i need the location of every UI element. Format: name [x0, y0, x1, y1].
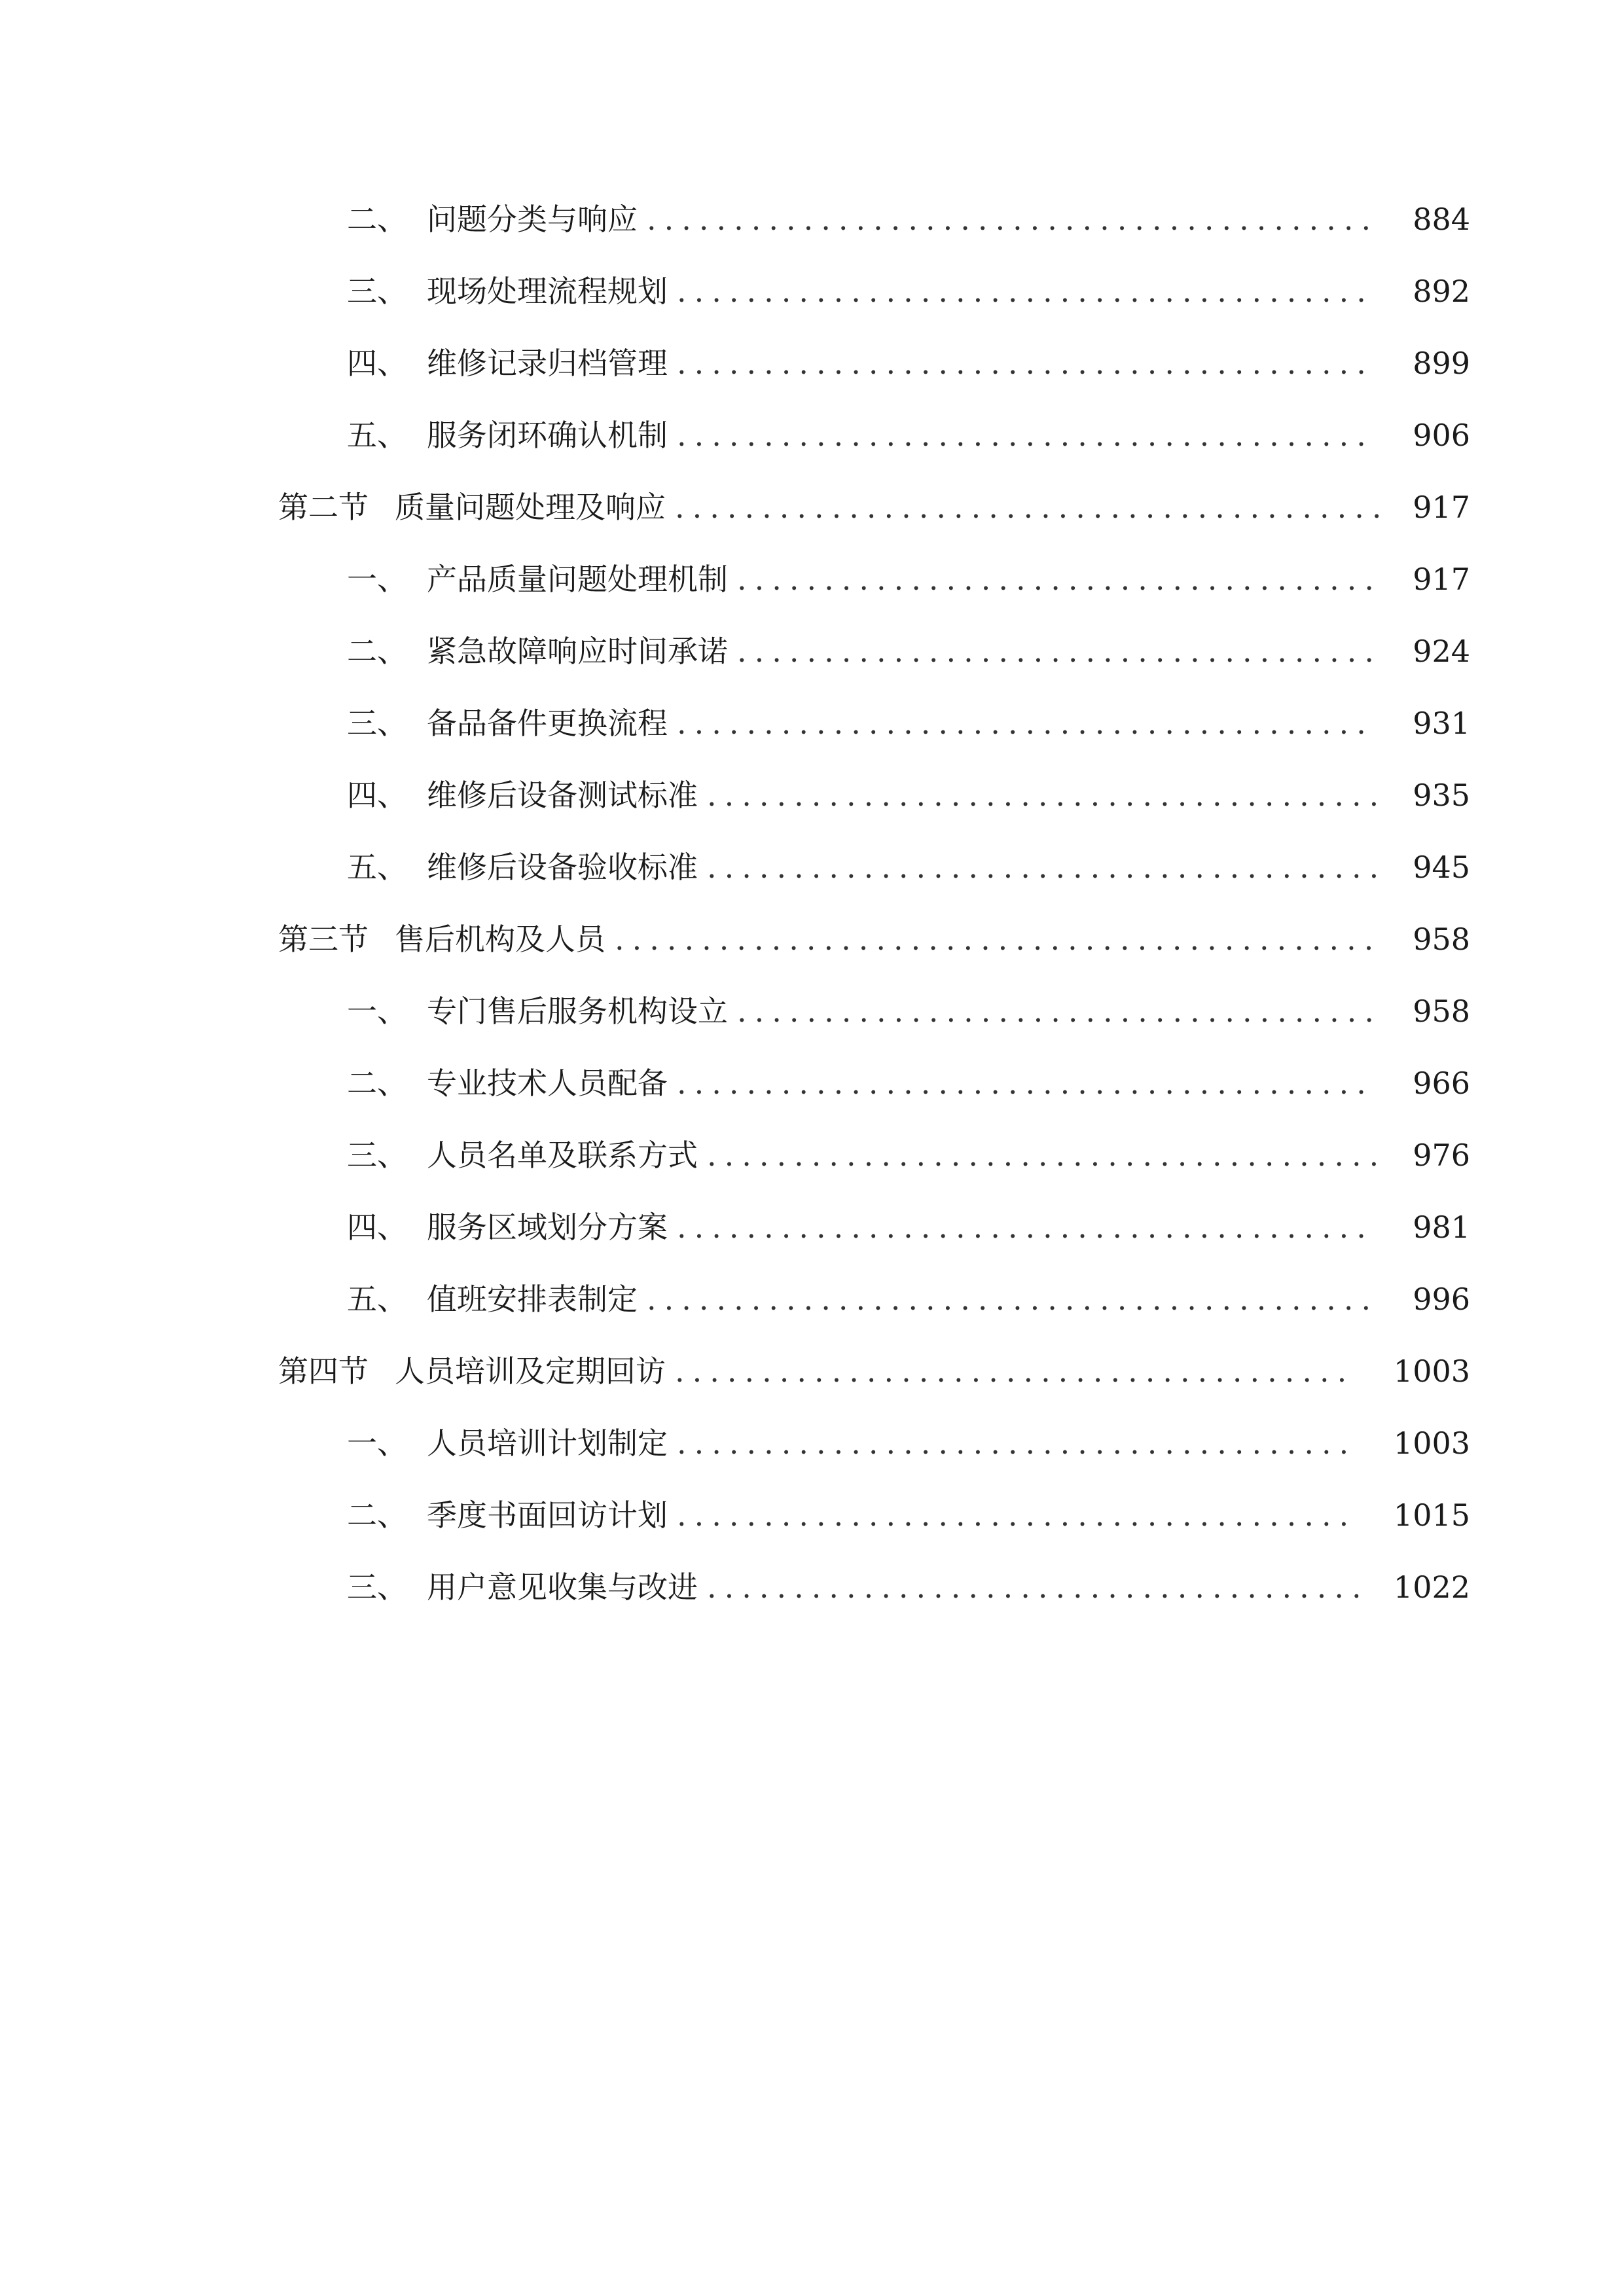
toc-entry-page-number: 917	[1413, 562, 1470, 597]
toc-item-entry[interactable]	[0, 687, 1624, 759]
toc-entry-title: 现场处理流程规划	[427, 274, 668, 309]
toc-entry-title: 维修后设备验收标准	[427, 850, 698, 885]
toc-section-entry[interactable]	[0, 1335, 1624, 1407]
toc-entry-title: 问题分类与响应	[427, 202, 638, 237]
toc-dot-leader: .....................................	[737, 562, 1382, 597]
toc-dot-leader: .......................................	[677, 1426, 1357, 1461]
toc-dot-leader: ........................................	[677, 346, 1374, 381]
toc-entry-title: 人员名单及联系方式	[427, 1138, 698, 1173]
toc-entry-number: 第四节	[278, 1354, 369, 1389]
toc-item-entry[interactable]	[0, 1479, 1624, 1551]
toc-entry-number: 五、	[347, 850, 407, 885]
toc-item-entry[interactable]	[0, 327, 1624, 399]
toc-dot-leader: ......................................	[707, 1570, 1369, 1605]
toc-entry-number: 一、	[347, 1426, 407, 1461]
toc-entry-page-number: 981	[1413, 1210, 1470, 1245]
toc-dot-leader: ........................................	[677, 1210, 1374, 1245]
toc-entry-number: 三、	[347, 706, 407, 741]
toc-entry-number: 三、	[347, 274, 407, 309]
toc-entry-title: 专门售后服务机构设立	[427, 994, 728, 1029]
toc-item-entry[interactable]	[0, 399, 1624, 471]
toc-entry-title: 专业技术人员配备	[427, 1066, 668, 1101]
toc-entry-page-number: 1003	[1393, 1354, 1470, 1389]
toc-item-entry[interactable]	[0, 1047, 1624, 1119]
toc-entry-page-number: 884	[1413, 202, 1470, 237]
toc-entry-page-number: 917	[1413, 490, 1470, 525]
toc-item-entry[interactable]	[0, 255, 1624, 327]
toc-entry-title: 维修记录归档管理	[427, 346, 668, 381]
toc-section-entry[interactable]	[0, 903, 1624, 975]
toc-entry-title: 服务区域划分方案	[427, 1210, 668, 1245]
toc-entry-number: 二、	[347, 202, 407, 237]
toc-item-entry[interactable]	[0, 975, 1624, 1047]
toc-entry-number: 二、	[347, 634, 407, 669]
toc-entry-title: 售后机构及人员	[395, 922, 605, 957]
toc-dot-leader: ..........................................	[647, 202, 1379, 237]
toc-entry-page-number: 924	[1413, 634, 1470, 669]
toc-entry-title: 用户意见收集与改进	[427, 1570, 698, 1605]
toc-entry-page-number: 1022	[1393, 1570, 1470, 1605]
toc-item-entry[interactable]	[0, 1407, 1624, 1479]
toc-entry-page-number: 958	[1413, 922, 1470, 957]
toc-entry-title: 备品备件更换流程	[427, 706, 668, 741]
toc-dot-leader: .....................................	[737, 634, 1382, 669]
toc-section-entry[interactable]	[0, 471, 1624, 543]
toc-entry-number: 三、	[347, 1570, 407, 1605]
toc-dot-leader: ..........................................	[647, 1282, 1379, 1317]
toc-dot-leader: ........................................	[677, 274, 1374, 309]
toc-item-entry[interactable]	[0, 1551, 1624, 1623]
toc-entry-page-number: 958	[1413, 994, 1470, 1029]
toc-entry-title: 人员培训及定期回访	[395, 1354, 666, 1389]
toc-entry-title: 质量问题处理及响应	[395, 490, 666, 525]
toc-entry-number: 四、	[347, 778, 407, 813]
toc-entry-title: 紧急故障响应时间承诺	[427, 634, 728, 669]
toc-entry-number: 第三节	[278, 922, 369, 957]
toc-dot-leader: .......................................	[707, 1138, 1387, 1173]
toc-entry-page-number: 966	[1413, 1066, 1470, 1101]
toc-entry-page-number: 935	[1413, 778, 1470, 813]
toc-entry-page-number: 1015	[1393, 1498, 1470, 1533]
toc-entry-number: 四、	[347, 346, 407, 381]
toc-dot-leader: .......................................	[707, 850, 1387, 885]
toc-entry-number: 二、	[347, 1066, 407, 1101]
toc-entry-number: 五、	[347, 1282, 407, 1317]
toc-entry-page-number: 996	[1413, 1282, 1470, 1317]
toc-entry-number: 第二节	[278, 490, 369, 525]
toc-dot-leader: .......................................	[675, 1354, 1355, 1389]
toc-entry-page-number: 931	[1413, 706, 1470, 741]
toc-entry-number: 五、	[347, 418, 407, 453]
toc-dot-leader: ........................................	[677, 706, 1374, 741]
toc-dot-leader: .....................................	[737, 994, 1382, 1029]
toc-dot-leader: ............................................	[615, 922, 1382, 957]
toc-entry-number: 一、	[347, 994, 407, 1029]
toc-entry-page-number: 906	[1413, 418, 1470, 453]
toc-item-entry[interactable]	[0, 1263, 1624, 1335]
toc-dot-leader: ........................................	[677, 418, 1374, 453]
toc-entry-page-number: 1003	[1393, 1426, 1470, 1461]
toc-item-entry[interactable]	[0, 1119, 1624, 1191]
toc-entry-page-number: 976	[1413, 1138, 1470, 1173]
toc-entry-title: 人员培训计划制定	[427, 1426, 668, 1461]
toc-entry-page-number: 899	[1413, 346, 1470, 381]
toc-dot-leader: .......................................	[677, 1498, 1357, 1533]
toc-entry-number: 三、	[347, 1138, 407, 1173]
toc-entry-number: 一、	[347, 562, 407, 597]
toc-entry-title: 季度书面回访计划	[427, 1498, 668, 1533]
toc-entry-title: 值班安排表制定	[427, 1282, 638, 1317]
toc-entry-page-number: 892	[1413, 274, 1470, 309]
toc-dot-leader: ........................................	[677, 1066, 1374, 1101]
toc-dot-leader: .........................................	[675, 490, 1390, 525]
toc-item-entry[interactable]	[0, 831, 1624, 903]
toc-entry-number: 四、	[347, 1210, 407, 1245]
toc-entry-title: 维修后设备测试标准	[427, 778, 698, 813]
toc-entry-number: 二、	[347, 1498, 407, 1533]
toc-item-entry[interactable]	[0, 615, 1624, 687]
toc-item-entry[interactable]	[0, 759, 1624, 831]
toc-entry-page-number: 945	[1413, 850, 1470, 885]
toc-entry-title: 产品质量问题处理机制	[427, 562, 728, 597]
toc-item-entry[interactable]	[0, 183, 1624, 255]
toc-entry-title: 服务闭环确认机制	[427, 418, 668, 453]
toc-item-entry[interactable]	[0, 543, 1624, 615]
toc-item-entry[interactable]	[0, 1191, 1624, 1263]
toc-dot-leader: .......................................	[707, 778, 1387, 813]
